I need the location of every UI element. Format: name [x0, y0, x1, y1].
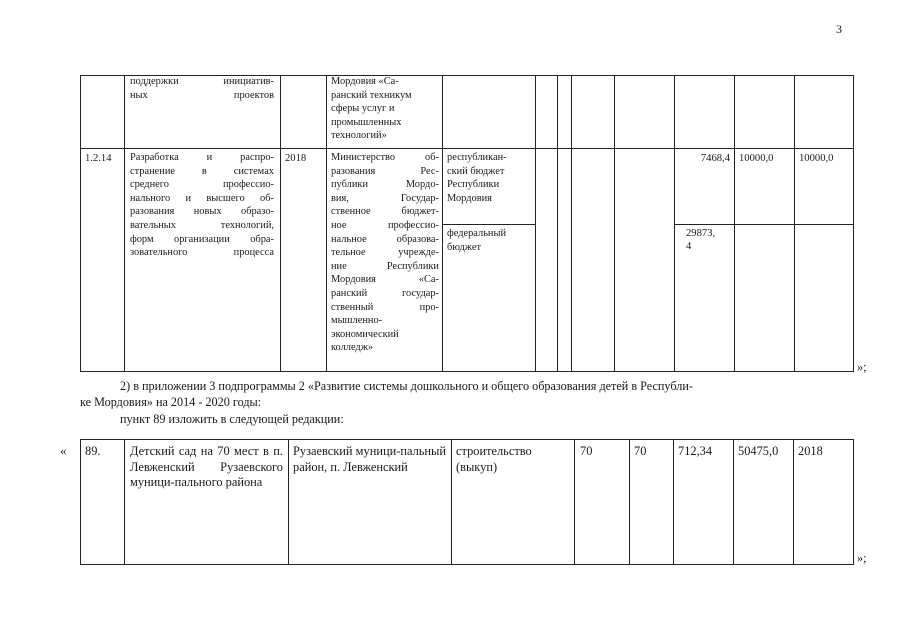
closing-quote: »; — [857, 360, 867, 374]
table-col-line — [280, 75, 281, 371]
table-border-bottom — [80, 371, 854, 372]
work-type: строительство (выкуп) — [456, 444, 532, 474]
event-name: Разработка и распро- странение в системах среднего профессио- нального и высшего об- разования новых образо- вательных технологий, форм организации обра- зовательного процесса — [130, 152, 274, 259]
closing-quote-2: »; — [857, 551, 867, 565]
table2-border-bottom — [80, 564, 854, 565]
table-col-line — [124, 75, 125, 371]
funding-value-regional: 7468,4 — [700, 153, 730, 164]
continued-event-name: поддержки инициатив- ных проектов — [130, 76, 274, 101]
table2-col-line — [124, 439, 125, 564]
table2-border-top — [80, 439, 854, 440]
amendment-paragraph-line2: ке Мордовия» на 2014 - 2020 годы: — [80, 395, 262, 409]
table2-col-line — [574, 439, 575, 564]
table-col-line — [614, 75, 615, 371]
funding-source-regional: республикан- ский бюджет Республики Мордовия — [447, 152, 507, 204]
funding-value-2019: 10000,0 — [739, 153, 774, 164]
funding-value-2020: 10000,0 — [799, 153, 834, 164]
total-cost: 50475,0 — [738, 444, 779, 458]
table-col-line — [557, 75, 558, 371]
table-col-line — [535, 75, 536, 371]
event-executor: Министерство об- разования Рес- публики Мордо- вия, Государ- ственное бюджет- ное профессио- нальное образова- тельное учрежде- ние Республики Мордовия «Са- ранский государ- ственный про- мышленно- экономический колледж» — [331, 152, 439, 354]
amendment-instruction: пункт 89 изложить в следующей редакции: — [120, 412, 344, 426]
table2-col-line — [673, 439, 674, 564]
table2-col-line — [288, 439, 289, 564]
row-index: 1.2.14 — [85, 153, 112, 164]
funding-value-federal: 29873, 4 — [686, 228, 716, 252]
table-col-line — [734, 75, 735, 371]
continued-executor: Мордовия «Са- ранский техникум сферы услуг и промышленных технологий» — [331, 76, 412, 142]
table2-col-line — [853, 439, 854, 564]
table-col-line — [571, 75, 572, 371]
funding-source-federal: федеральный бюджет — [447, 228, 507, 253]
item-index: 89. — [85, 444, 101, 458]
facility-name: Детский сад на 70 мест в п. Левженский Рузаевского муници-пального района — [130, 444, 283, 490]
table2-col-line — [733, 439, 734, 564]
table2-col-line — [793, 439, 794, 564]
table-row-divider — [80, 148, 854, 149]
capacity-planned: 70 — [580, 444, 593, 458]
table-col-line — [442, 75, 443, 371]
table-col-line — [794, 75, 795, 371]
capacity-actual: 70 — [634, 444, 647, 458]
open-quote: « — [60, 443, 67, 458]
table-col-line — [674, 75, 675, 371]
cost-per-place: 712,34 — [678, 444, 713, 458]
table-col-line — [853, 75, 854, 371]
event-year: 2018 — [285, 153, 307, 164]
completion-year: 2018 — [798, 444, 823, 458]
table2-col-line — [629, 439, 630, 564]
table-col-line — [326, 75, 327, 371]
table-subrow-divider — [674, 224, 854, 225]
table-col-line — [80, 75, 81, 371]
facility-location: Рузаевский муници-пальный район, п. Левженский — [293, 444, 446, 474]
amendment-paragraph-line1: 2) в приложении 3 подпрограммы 2 «Развитие системы дошкольного и общего образования детей в Республи- — [120, 379, 693, 393]
table2-col-line — [80, 439, 81, 564]
table-subrow-divider — [442, 224, 535, 225]
page-number: 3 — [836, 22, 842, 36]
table2-col-line — [451, 439, 452, 564]
